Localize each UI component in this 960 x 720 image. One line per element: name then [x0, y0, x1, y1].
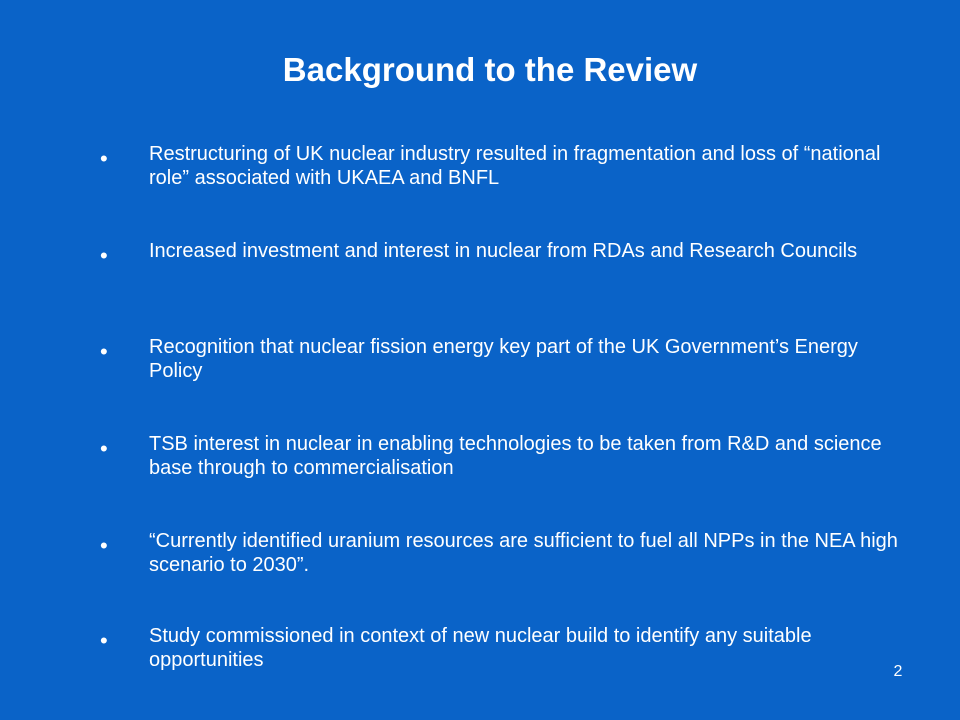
bullet-icon: •	[100, 146, 108, 171]
bullet-text: “Currently identified uranium resources are sufficient to fuel all NPPs in the NEA high scenario to 2030”.	[149, 530, 898, 576]
page-number: 2	[893, 663, 903, 680]
bullet-text: Study commissioned in context of new nuclear build to identify any suitable opportunities	[149, 625, 812, 671]
bullet-icon: •	[100, 243, 108, 268]
bullet-text: Recognition that nuclear fission energy key part of the UK Government’s Energy Policy	[149, 336, 858, 382]
bullet-icon: •	[100, 533, 108, 558]
slide-title: Background to the Review	[282, 51, 698, 88]
bullet-text: Restructuring of UK nuclear industry resulted in fragmentation and loss of “national role” associated with UKAEA and BNFL	[149, 143, 881, 189]
bullet-text: Increased investment and interest in nuclear from RDAs and Research Councils	[149, 240, 858, 262]
bullet-text: TSB interest in nuclear in enabling technologies to be taken from R&D and science base through to commercialisation	[149, 433, 882, 479]
bullet-icon: •	[100, 436, 108, 461]
bullet-icon: •	[100, 339, 108, 364]
bullet-icon: •	[100, 628, 108, 653]
